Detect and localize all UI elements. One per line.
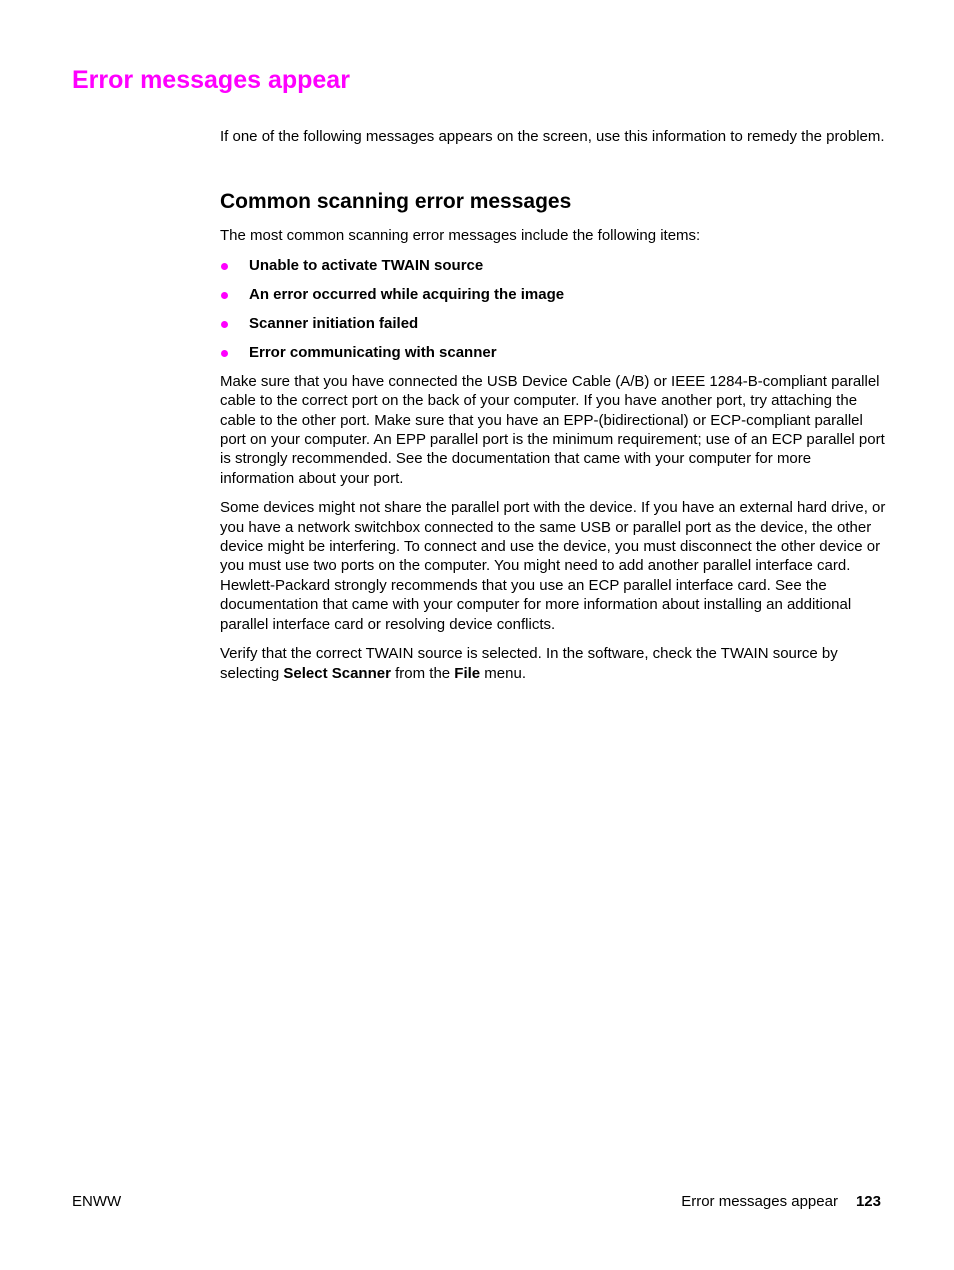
cable-paragraph: Make sure that you have connected the USB Device Cable (A/B) or IEEE 1284-B-compliant parallel cable to the correct port on the back of your computer. If you have another port, try attaching the cable to the other port. Make sure that you have an EPP-(bidirectional) or ECP-compliant parallel port on your computer. An EPP parallel port is the minimum requirement; use of an ECP parallel port is strongly recommended. See the documentation that came with your computer for more information about your port. [220,372,885,487]
list-item: An error occurred while acquiring the image [220,285,888,304]
bullet-icon [221,292,228,299]
page-number: 123 [855,1193,881,1210]
list-item: Scanner initiation failed [220,314,888,333]
bullet-icon [221,321,228,328]
twain-paragraph: Verify that the correct TWAIN source is selected. In the software, check the TWAIN source by selecting Select Scanner from the File menu. [220,645,838,682]
bullet-icon [221,350,228,357]
page-title: Error messages appear [72,66,350,94]
main-content [220,127,888,693]
intro-paragraph: If one of the following messages appears on the screen, use this information to remedy the problem. [220,128,885,145]
menu-name-file: File [454,664,481,682]
list-item: Error communicating with scanner [220,343,888,362]
bullet-icon [221,263,228,270]
error-message-list [220,256,888,362]
menu-command-select-scanner: Select Scanner [283,664,391,682]
devices-paragraph: Some devices might not share the parallel port with the device. If you have an external hard drive, or you have a network switchbox connected to the same USB or parallel port as the device, the other device might be interfering. To connect and use the device, you must disconnect the other device or you must use two ports on the computer. You might need to add another parallel interface card. Hewlett-Packard strongly recommends that you use an ECP parallel interface card. See the documentation that came with your computer for more information about installing an additional parallel interface card or resolving device conflicts. [220,499,886,633]
list-item: Unable to activate TWAIN source [220,256,888,275]
footer-right [681,1193,881,1210]
footer-section-name: Error messages appear [681,1193,838,1210]
section-lead: The most common scanning error messages include the following items: [220,227,701,245]
footer-doc-code: ENWW [72,1193,122,1210]
section-heading: Common scanning error messages [220,190,572,214]
